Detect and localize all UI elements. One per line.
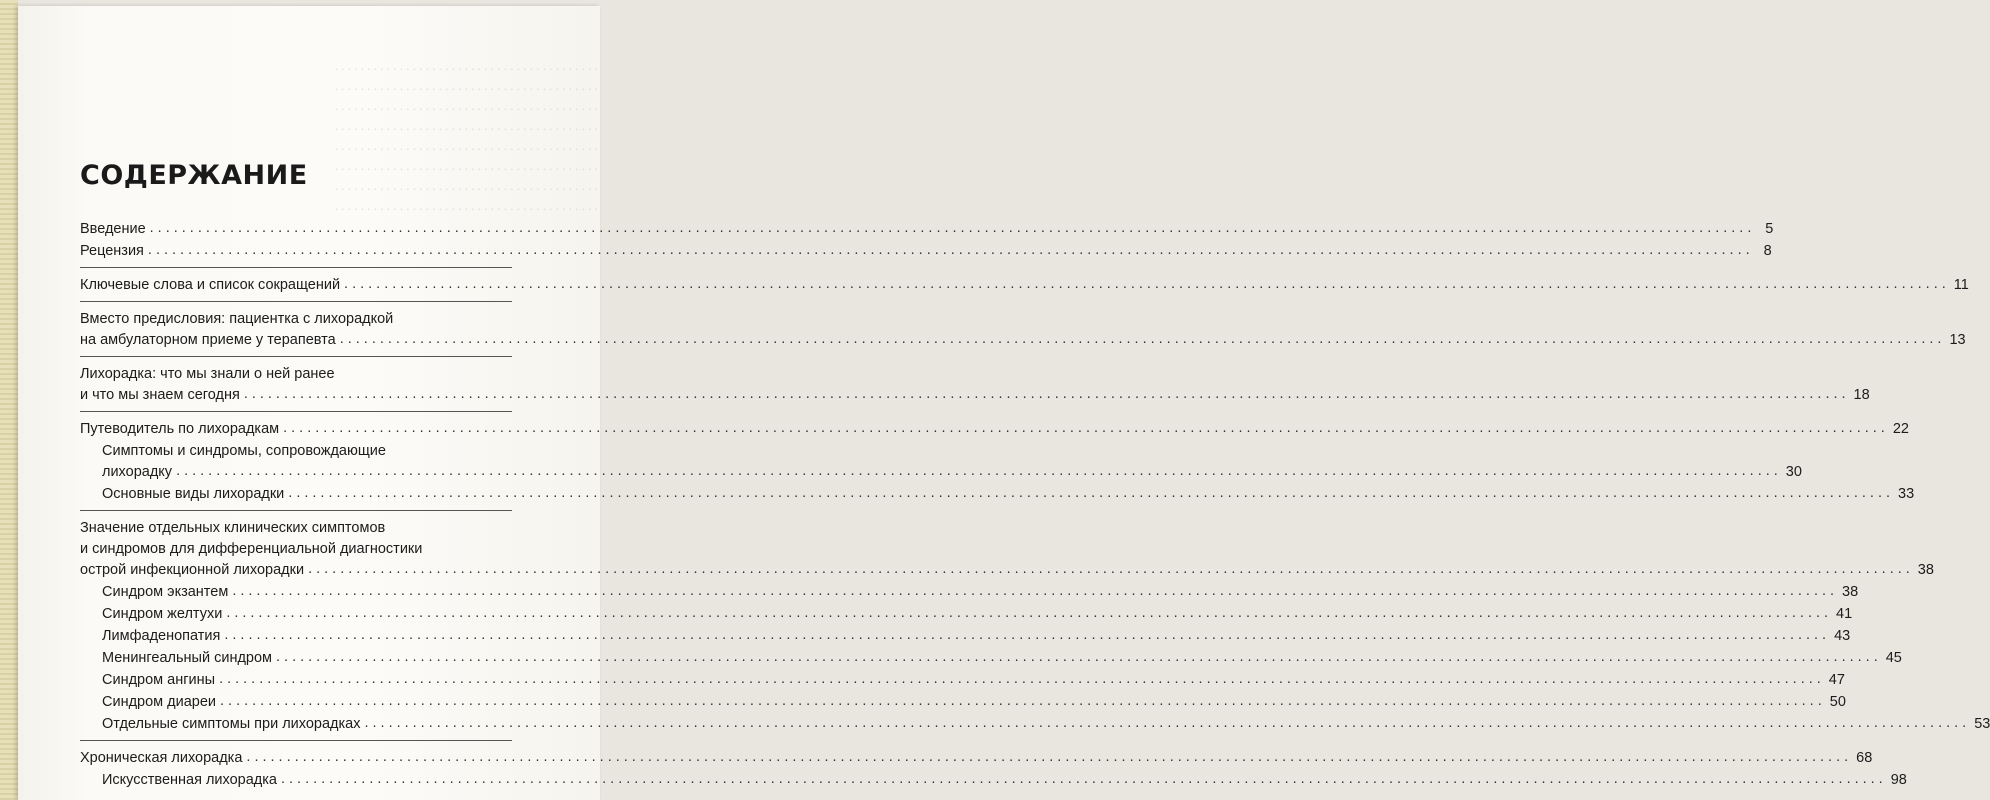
toc-entry-title: лихорадку xyxy=(102,464,173,480)
toc-page-number: 30 xyxy=(1785,464,1802,480)
toc-page-number: 11 xyxy=(1953,277,1969,293)
toc-entry[interactable] xyxy=(80,691,1846,713)
dot-leader: ........................................................................................................................................................................................................ xyxy=(344,276,1950,292)
toc-entry-title: Вместо предисловия: пациентка с лихорадкой xyxy=(80,311,394,327)
toc-entry-title: Синдром экзантем xyxy=(102,584,229,600)
toc-entry-title: Путеводитель по лихорадкам xyxy=(80,421,280,437)
toc-entry-title: и что мы знаем сегодня xyxy=(80,387,240,403)
toc-page-number: 18 xyxy=(1853,387,1870,403)
toc-entry-title: Лимфаденопатия xyxy=(102,628,221,644)
toc-entry-title: Рецензия xyxy=(80,243,144,259)
toc-page-number: 8 xyxy=(1763,243,1772,259)
toc-page-number: 45 xyxy=(1885,650,1902,666)
toc-page-number: 53 xyxy=(1974,716,1990,732)
toc-entry-title: Менингеальный синдром xyxy=(102,650,273,666)
toc-entry-title: и синдромов для дифференциальной диагностики xyxy=(80,541,423,557)
dot-leader: ........................................................................................................................................................................................................ xyxy=(281,771,1887,787)
toc-entry[interactable] xyxy=(80,418,1909,440)
toc-page-number: 68 xyxy=(1856,750,1873,766)
toc-entry[interactable] xyxy=(80,769,1907,791)
toc-entry[interactable] xyxy=(80,581,1859,603)
toc-entry[interactable] xyxy=(80,308,1966,351)
toc-entry-title: Лихорадка: что мы знали о ней ранее xyxy=(80,366,335,382)
toc-entry[interactable] xyxy=(80,647,1902,669)
dot-leader: ........................................................................................................................................................................................................ xyxy=(232,583,1839,599)
toc-entry-title: Синдром ангины xyxy=(102,672,216,688)
toc-entry[interactable] xyxy=(80,483,1915,505)
toc-entry-title: Искусственная лихорадка xyxy=(102,772,277,788)
toc-entry[interactable] xyxy=(80,669,1845,691)
dot-leader: ........................................................................................................................................................................................................ xyxy=(339,331,1946,347)
dot-leader: ........................................................................................................................................................................................................ xyxy=(224,627,1831,643)
toc-entry-title: Синдром желтухи xyxy=(102,606,223,622)
dot-leader: ........................................................................................................................................................................................................ xyxy=(176,463,1782,479)
table-of-contents xyxy=(80,218,1990,791)
toc-entry-title: Основные виды лихорадки xyxy=(102,486,285,502)
dot-leader: ........................................................................................................................................................................................................ xyxy=(283,420,1889,436)
dot-leader: ........................................................................................................................................................................................................ xyxy=(308,561,1914,577)
toc-entry-title: Синдром диареи xyxy=(102,694,217,710)
toc-entry[interactable] xyxy=(80,625,1851,647)
toc-entry-title: Отдельные симптомы при лихорадках xyxy=(102,716,361,732)
toc-page-number: 41 xyxy=(1836,606,1853,622)
book-spine-edge xyxy=(0,0,18,800)
toc-entry[interactable] xyxy=(80,603,1853,625)
dot-leader: ........................................................................................................................................................................................................ xyxy=(226,605,1833,621)
toc-entry[interactable] xyxy=(80,218,1774,240)
toc-entry-title: Симптомы и синдромы, сопровождающие xyxy=(102,443,386,459)
toc-entry[interactable] xyxy=(80,274,1969,296)
toc-entry[interactable] xyxy=(80,713,1990,735)
toc-page-number: 47 xyxy=(1828,672,1845,688)
show-through-text: . . . . . . . . . . . . . . . . . . . . . . . . . . . . . . . . . . . . . . . . . . . . . . . . . . . . . . . . . . . . . . . . . . . . . . . . . . . . . . . . . . . . . . . . . . . . . . . . . . . . . . . . . . . . . . . . . . . . . . . . . . . . . . . . . . . . . . . . . . . . . . . . . . . . . . . . . . . . . . . . . . . . . . . . . . . . . . . . . . . . . . . . . . . . . . . . . . . . . . . . . . . . . . . . . . . . . . . . . . . . . . . . . . . . . . . . . . . . . . . . . . . . . . . . . . . . . . . . . . . . . . . . . . . . . . . . . . . . . . . . . . . . . . . . . . . . . . . . . . . . . . . . . . . . . . . . . . . . . . . . . . . . . . . . xyxy=(334,58,598,213)
section-divider xyxy=(80,267,512,268)
dot-leader: ........................................................................................................................................................................................................ xyxy=(364,715,1971,731)
toc-page-number: 5 xyxy=(1765,221,1774,237)
toc-page-number: 38 xyxy=(1842,584,1859,600)
toc-entry[interactable] xyxy=(80,240,1772,262)
section-divider xyxy=(80,356,512,357)
section-divider xyxy=(80,411,512,412)
dot-leader: ........................................................................................................................................................................................................ xyxy=(276,649,1882,665)
dot-leader: ........................................................................................................................................................................................................ xyxy=(220,693,1826,709)
toc-entry-title: на амбулаторном приеме у терапевта xyxy=(80,332,336,348)
toc-entry[interactable] xyxy=(80,747,1873,769)
toc-page-number: 50 xyxy=(1829,694,1846,710)
page-title: СОДЕРЖАНИЕ xyxy=(80,160,308,191)
toc-entry[interactable] xyxy=(80,440,1802,483)
dot-leader: ........................................................................................................................................................................................................ xyxy=(147,242,1754,258)
toc-entry-title: острой инфекционной лихорадки xyxy=(80,562,305,578)
dot-leader: ........................................................................................................................................................................................................ xyxy=(246,749,1853,765)
toc-entry-title: Введение xyxy=(80,221,146,237)
toc-page-number: 43 xyxy=(1834,628,1851,644)
section-divider xyxy=(80,510,512,511)
toc-page-number: 38 xyxy=(1917,562,1934,578)
section-divider xyxy=(80,301,512,302)
dot-leader: ........................................................................................................................................................................................................ xyxy=(149,220,1756,236)
toc-entry-title: Значение отдельных клинических симптомов xyxy=(80,520,386,536)
toc-entry-title: Хроническая лихорадка xyxy=(80,750,243,766)
toc-page-number: 13 xyxy=(1949,332,1966,348)
toc-page-number: 22 xyxy=(1892,421,1909,437)
dot-leader: ........................................................................................................................................................................................................ xyxy=(243,386,1850,402)
toc-entry[interactable] xyxy=(80,363,1870,406)
toc-page-number: 98 xyxy=(1890,772,1907,788)
dot-leader: ........................................................................................................................................................................................................ xyxy=(219,671,1825,687)
section-divider xyxy=(80,740,512,741)
dot-leader: ........................................................................................................................................................................................................ xyxy=(288,485,1895,501)
toc-entry-title: Ключевые слова и список сокращений xyxy=(80,277,341,293)
toc-entry[interactable] xyxy=(80,517,1934,581)
toc-page-number: 33 xyxy=(1898,486,1915,502)
